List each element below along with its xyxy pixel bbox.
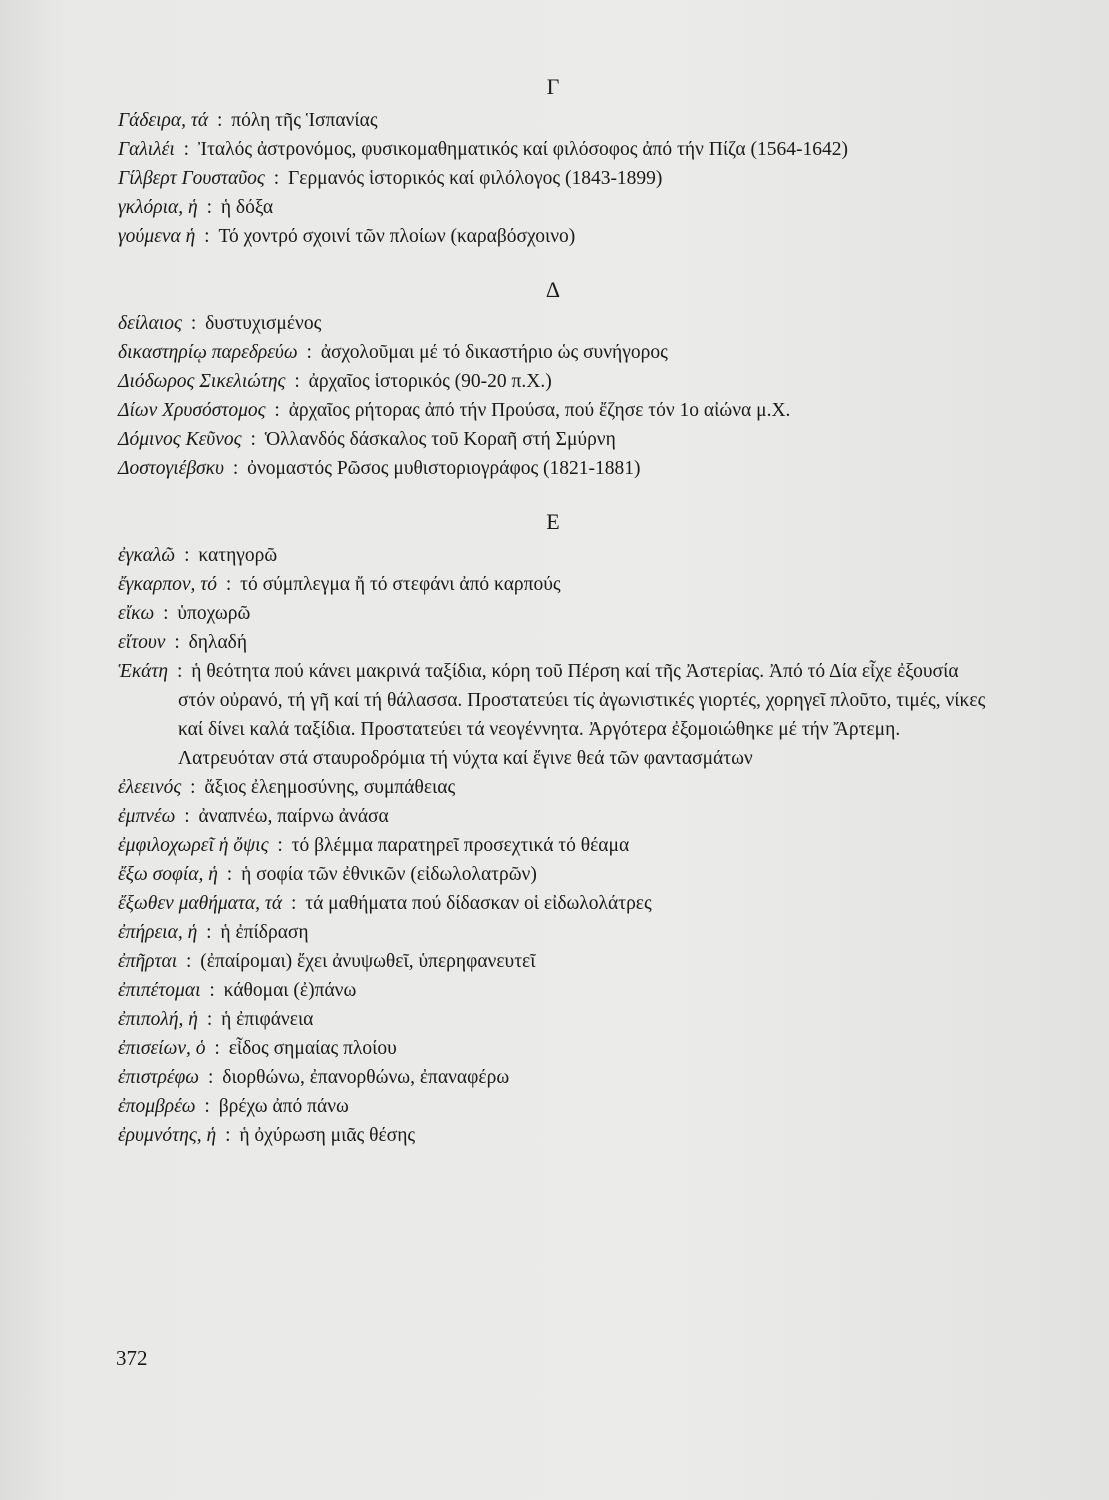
entry-term: Γαλιλέι xyxy=(118,139,175,160)
entry-definition: ἡ σοφία τῶν ἐθνικῶν (εἰδωλολατρῶν) xyxy=(241,864,537,885)
entry-definition: βρέχω ἀπό πάνω xyxy=(218,1096,349,1117)
entry-term: ἐμπνέω xyxy=(118,806,176,827)
entry-definition: ἀναπνέω, παίρνω ἀνάσα xyxy=(198,806,389,827)
glossary-entry: ἐπιπέτομαι : κάθομαι (ἐ)πάνω xyxy=(118,980,357,1001)
section-delta xyxy=(118,275,988,483)
entry-definition: ἡ ἐπιφάνεια xyxy=(221,1009,314,1030)
entry-term: ἐλεεινός xyxy=(118,777,182,798)
entry-definition: ἀρχαῖος ἱστορικός (90-20 π.Χ.) xyxy=(308,371,552,392)
glossary-entry: Διόδωρος Σικελιώτης : ἀρχαῖος ἱστορικός (90-20 π.Χ.) xyxy=(118,371,552,392)
glossary-entry: Δοστογιέβσκυ : ὀνομαστός Ρῶσος μυθιστοριογράφος (1821-1881) xyxy=(118,458,641,479)
entry-definition: ἀσχολοῦμαι μέ τό δικαστήριο ὡς συνήγορος xyxy=(320,342,668,363)
section-epsilon xyxy=(118,507,988,1150)
entry-term: Γάδειρα, τά xyxy=(118,110,209,131)
entry-term: ἐπήρεια, ἡ xyxy=(118,922,198,943)
entry-definition: ὑποχωρῶ xyxy=(177,603,251,624)
entry-definition: δηλαδή xyxy=(188,632,248,653)
glossary-entry: ἐπομβρέω : βρέχω ἀπό πάνω xyxy=(118,1096,349,1117)
glossary-entry: γούμενα ἡ : Τό χοντρό σχοινί τῶν πλοίων (καραβόσχοινο) xyxy=(118,226,576,247)
glossary-entry: Ἑκάτη : ἡ θεότητα πού κάνει μακρινά ταξίδια, κόρη τοῦ Πέρση καί τῆς Ἀστερίας. Ἀπό τό Δία εἶχε ἐξουσία στόν οὐρανό, τή γῆ καί τή θάλασσα. Προστατεύει τίς ἀγωνιστικές γιορτές, χορηγεῖ πλοῦτο, τιμές, νίκες καί δίνει καλά ταξίδια. Προστατεύει τά νεογέννητα. Ἀργότερα ἐξομοιώθηκε μέ τήν Ἄρτεμη. Λατρευόταν στά σταυροδρόμια τή νύχτα καί ἔγινε θεά τῶν φαντασμάτων xyxy=(118,661,986,769)
glossary-entry: ἐμπνέω : ἀναπνέω, παίρνω ἀνάσα xyxy=(118,806,389,827)
glossary-entry: ἐπήρεια, ἡ : ἡ ἐπίδραση xyxy=(118,922,309,943)
glossary-entry: ἐρυμνότης, ἡ : ἡ ὀχύρωση μιᾶς θέσης xyxy=(118,1125,416,1146)
glossary-entry: ἐμφιλοχωρεῖ ἡ ὄψις : τό βλέμμα παρατηρεῖ προσεχτικά τό θέαμα xyxy=(118,835,630,856)
glossary-entry: εἴκω : ὑποχωρῶ xyxy=(118,603,251,624)
glossary-entry: ἐλεεινός : ἄξιος ἐλεημοσύνης, συμπάθειας xyxy=(118,777,456,798)
glossary-entry: Γίλβερτ Γουσταῦος : Γερμανός ἱστορικός καί φιλόλογος (1843-1899) xyxy=(118,168,663,189)
entry-definition: τό βλέμμα παρατηρεῖ προσεχτικά τό θέαμα xyxy=(291,835,630,856)
entry-term: γούμενα ἡ xyxy=(118,226,196,247)
entry-definition: κατηγορῶ xyxy=(198,545,278,566)
section-letter: Γ xyxy=(546,74,560,99)
glossary xyxy=(118,72,988,1150)
glossary-entry: ἐπῆρται : (ἐπαίρομαι) ἔχει ἀνυψωθεῖ, ὑπερηφανευτεῖ xyxy=(118,951,536,972)
entry-term: ἐπιπολή, ἡ xyxy=(118,1009,198,1030)
entry-term: ἐπομβρέω xyxy=(118,1096,196,1117)
section-letter: Δ xyxy=(545,277,561,302)
entry-term: εἴκω xyxy=(118,603,155,624)
entry-term: ἔξωθεν μαθήματα, τά xyxy=(118,893,283,914)
entry-definition: ἡ θεότητα πού κάνει μακρινά ταξίδια, κόρη τοῦ Πέρση καί τῆς Ἀστερίας. Ἀπό τό Δία εἶχε ἐξουσία στόν οὐρανό, τή γῆ καί τή θάλασσα. Προστατεύει τίς ἀγωνιστικές γιορτές, χορηγεῖ πλοῦτο, τιμές, νίκες καί δίνει καλά ταξίδια. Προστατεύει τά νεογέννητα. Ἀργότερα ἐξομοιώθηκε μέ τήν Ἄρτεμη. Λατρευόταν στά σταυροδρόμια τή νύχτα καί ἔγινε θεά τῶν φαντασμάτων xyxy=(178,661,986,769)
entry-definition: εἶδος σημαίας πλοίου xyxy=(228,1038,397,1059)
entry-definition: ἡ ὀχύρωση μιᾶς θέσης xyxy=(239,1125,416,1146)
entry-definition: διορθώνω, ἐπανορθώνω, ἐπαναφέρω xyxy=(222,1067,510,1088)
glossary-entry: Δόμινος Κεῦνος : Ὁλλανδός δάσκαλος τοῦ Κοραῆ στή Σμύρνη xyxy=(118,429,616,450)
entry-definition: ἀρχαῖος ρήτορας ἀπό τήν Προύσα, πού ἔζησε τόν 1ο αἰώνα μ.Χ. xyxy=(288,400,791,421)
entry-definition: πόλη τῆς Ἱσπανίας xyxy=(231,110,378,131)
entry-term: Ἑκάτη xyxy=(118,661,169,682)
glossary-entry: Γαλιλέι : Ἰταλός ἀστρονόμος, φυσικομαθηματικός καί φιλόσοφος ἀπό τήν Πίζα (1564-1642) xyxy=(118,139,849,160)
section-gamma xyxy=(118,72,988,251)
entry-definition: Ἰταλός ἀστρονόμος, φυσικομαθηματικός καί φιλόσοφος ἀπό τήν Πίζα (1564-1642) xyxy=(197,139,849,160)
glossary-entry: Γάδειρα, τά : πόλη τῆς Ἱσπανίας xyxy=(118,110,378,131)
glossary-entry: ἐπιπολή, ἡ : ἡ ἐπιφάνεια xyxy=(118,1009,314,1030)
glossary-entry: εἴτουν : δηλαδή xyxy=(118,632,248,653)
entry-term: ἐπῆρται xyxy=(118,951,178,972)
glossary-entry: ἔγκαρπον, τό : τό σύμπλεγμα ἤ τό στεφάνι ἀπό καρπούς xyxy=(118,574,561,595)
entry-term: δείλαιος xyxy=(118,313,182,334)
entry-definition: ἄξιος ἐλεημοσύνης, συμπάθειας xyxy=(204,777,456,798)
glossary-entry: δείλαιος : δυστυχισμένος xyxy=(118,313,322,334)
entry-definition: τό σύμπλεγμα ἤ τό στεφάνι ἀπό καρπούς xyxy=(240,574,561,595)
entry-term: εἴτουν xyxy=(118,632,166,653)
entry-term: δικαστηρίῳ παρεδρεύω xyxy=(118,342,298,363)
entry-definition: κάθομαι (ἐ)πάνω xyxy=(223,980,357,1001)
entry-term: ἐρυμνότης, ἡ xyxy=(118,1125,217,1146)
entry-term: Δοστογιέβσκυ xyxy=(118,458,224,479)
entry-term: Δόμινος Κεῦνος xyxy=(118,429,242,450)
glossary-entry: δικαστηρίῳ παρεδρεύω : ἀσχολοῦμαι μέ τό δικαστήριο ὡς συνήγορος xyxy=(118,342,668,363)
entry-term: Διόδωρος Σικελιώτης xyxy=(118,371,286,392)
entry-term: Γίλβερτ Γουσταῦος xyxy=(118,168,265,189)
glossary-entry: ἐπισείων, ὁ : εἶδος σημαίας πλοίου xyxy=(118,1038,397,1059)
entry-term: ἐπιπέτομαι xyxy=(118,980,201,1001)
glossary-entry: ἔξω σοφία, ἡ : ἡ σοφία τῶν ἐθνικῶν (εἰδωλολατρῶν) xyxy=(118,864,537,885)
section-letter: Ε xyxy=(546,509,560,534)
entry-definition: ὀνομαστός Ρῶσος μυθιστοριογράφος (1821-1881) xyxy=(247,458,641,479)
entry-term: ἐπισείων, ὁ xyxy=(118,1038,206,1059)
entry-definition: ἡ δόξα xyxy=(220,197,274,218)
entry-term: ἐγκαλῶ xyxy=(118,545,176,566)
entry-term: γκλόρια, ἡ xyxy=(118,197,198,218)
glossary-entry: ἐπιστρέφω : διορθώνω, ἐπανορθώνω, ἐπαναφέρω xyxy=(118,1067,510,1088)
entry-definition: τά μαθήματα πού δίδασκαν οἱ εἰδωλολάτρες xyxy=(305,893,652,914)
entry-term: ἔγκαρπον, τό xyxy=(118,574,217,595)
glossary-entry: Δίων Χρυσόστομος : ἀρχαῖος ρήτορας ἀπό τήν Προύσα, πού ἔζησε τόν 1ο αἰώνα μ.Χ. xyxy=(118,400,791,421)
entry-term: ἐμφιλοχωρεῖ ἡ ὄψις xyxy=(118,835,269,856)
glossary-entry: ἔξωθεν μαθήματα, τά : τά μαθήματα πού δίδασκαν οἱ εἰδωλολάτρες xyxy=(118,893,652,914)
entry-definition: δυστυχισμένος xyxy=(205,313,322,334)
entry-definition: Ὁλλανδός δάσκαλος τοῦ Κοραῆ στή Σμύρνη xyxy=(264,429,616,450)
entry-term: Δίων Χρυσόστομος xyxy=(118,400,266,421)
page-number: 372 xyxy=(116,1346,148,1370)
glossary-entry: ἐγκαλῶ : κατηγορῶ xyxy=(118,545,278,566)
entry-term: ἐπιστρέφω xyxy=(118,1067,200,1088)
entry-definition: (ἐπαίρομαι) ἔχει ἀνυψωθεῖ, ὑπερηφανευτεῖ xyxy=(200,951,536,972)
entry-definition: ἡ ἐπίδραση xyxy=(220,922,309,943)
entry-definition: Τό χοντρό σχοινί τῶν πλοίων (καραβόσχοινο) xyxy=(218,226,576,247)
glossary-entry: γκλόρια, ἡ : ἡ δόξα xyxy=(118,197,274,218)
entry-term: ἔξω σοφία, ἡ xyxy=(118,864,218,885)
entry-definition: Γερμανός ἱστορικός καί φιλόλογος (1843-1899) xyxy=(287,168,663,189)
